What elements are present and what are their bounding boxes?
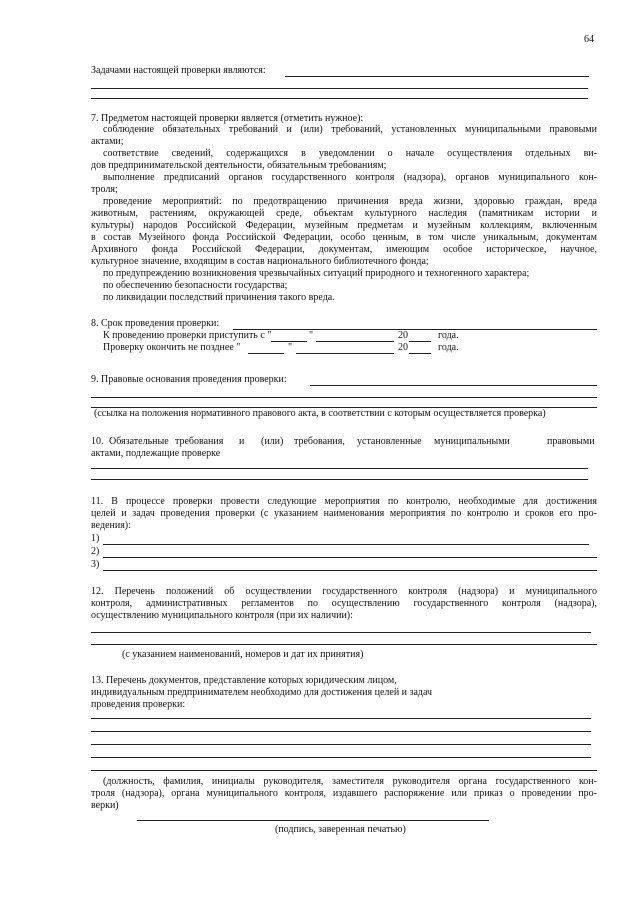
s8-end-day-line[interactable] xyxy=(248,353,284,354)
s8-start-month-line[interactable] xyxy=(316,341,394,342)
s11-item-2-line[interactable] xyxy=(103,557,597,558)
s12-line-3: осуществлению муниципального контроля (при их наличии): xyxy=(91,610,353,621)
s10-line-a[interactable] xyxy=(91,468,588,469)
s8-end-year-line[interactable] xyxy=(409,353,431,354)
s12-line-a[interactable] xyxy=(91,632,591,633)
s11-item-3: 3) xyxy=(91,559,100,570)
s13-line-2: индивидуальным предпринимателем необходимо для достижения целей и задач xyxy=(91,687,433,698)
s8-end-year-prefix: 20 xyxy=(398,342,408,353)
s7-line-15: по ликвидации последствий причинения такого вреда. xyxy=(103,292,335,303)
sign-line-1: (должность, фамилия, инициалы руководителя, заместителя руководителя органа государственного кон- xyxy=(103,776,597,787)
s10-w3: требования xyxy=(175,436,224,447)
s10-w9: правовыми xyxy=(547,436,595,447)
s11-line-3: ведения): xyxy=(91,520,131,531)
s7-line-2: актами; xyxy=(91,136,124,147)
s10-line-b[interactable] xyxy=(91,479,588,480)
s10-w4: и xyxy=(239,436,245,447)
section-9-title: 9. Правовые основания проведения проверки: xyxy=(91,374,287,385)
s7-line-9: культуры) народов Российской Федерации, музейным предметам и музейным коллекциям, включенным xyxy=(91,220,597,231)
tasks-line-2[interactable] xyxy=(91,88,588,89)
s10-w7: установленные xyxy=(357,436,422,447)
s13-line-e[interactable] xyxy=(91,770,597,771)
s9-line-2[interactable] xyxy=(91,397,597,398)
s8-start-label: К проведению проверки приступить с " xyxy=(103,330,272,341)
signature-line[interactable] xyxy=(137,820,489,821)
s12-line-b[interactable] xyxy=(91,644,597,645)
tasks-label: Задачами настоящей проверки являются: xyxy=(91,65,266,76)
sign-line-2: троля (надзора), органа муниципального контроля, издавшего распоряжение или приказ о проведении про- xyxy=(91,788,597,799)
s11-line-2: целей и задач проведения проверки (с указанием наименования мероприятия по контролю и сроков его про- xyxy=(91,508,597,519)
s11-line-1: 11. В процессе проверки провести следующие мероприятия по контролю, необходимые для достижения xyxy=(91,496,597,507)
s13-line-c[interactable] xyxy=(91,744,591,745)
s8-end-month-line[interactable] xyxy=(296,353,394,354)
s7-line-1: соблюдение обязательных требований и (или) требований, установленных муниципальными правовыми xyxy=(103,124,597,135)
s11-item-3-line[interactable] xyxy=(103,570,597,571)
s12-line-1: 12. Перечень положений об осуществлении государственного контроля (надзора) и муниципального xyxy=(91,586,597,597)
s8-end-quote: " xyxy=(288,342,293,353)
s7-line-7: проведение мероприятий: по предотвращению причинения вреда жизни, здоровью граждан, вреда xyxy=(103,196,597,207)
s10-w6: требования, xyxy=(294,436,345,447)
tasks-line-3[interactable] xyxy=(91,98,588,99)
s8-term-line[interactable] xyxy=(233,329,597,330)
s8-start-year-prefix: 20 xyxy=(398,330,408,341)
s10-w1: 10. xyxy=(91,436,104,447)
s8-start-year-suffix: года. xyxy=(438,330,459,341)
signature-caption: (подпись, заверенная печатью) xyxy=(275,824,406,835)
s13-line-1: 13. Перечень документов, представление которых юридическим лицом, xyxy=(91,675,397,686)
tasks-line-1[interactable] xyxy=(285,76,589,77)
s13-line-d[interactable] xyxy=(91,757,591,758)
s11-item-2: 2) xyxy=(91,546,100,557)
page-number: 64 xyxy=(584,34,594,45)
s10-w2: Обязательные xyxy=(109,436,169,447)
section-8-title: 8. Срок проведения проверки: xyxy=(91,318,220,329)
s8-start-quote: " xyxy=(309,330,314,341)
s7-line-11: Архивного фонда Российской Федерации, документам, имеющим особое историческое, научное, xyxy=(91,244,597,255)
s12-line-2: контроля, административных регламентов по осуществлению государственного контроля (надзора), xyxy=(91,598,597,609)
s10-w8: муниципальными xyxy=(434,436,510,447)
sign-line-3: верки) xyxy=(91,800,119,811)
s7-line-8: животным, растениям, окружающей среде, объектам культурного наследия (памятникам истории и xyxy=(91,208,597,219)
s12-note: (с указанием наименований, номеров и дат их принятия) xyxy=(122,649,364,660)
s8-end-year-suffix: года. xyxy=(438,342,459,353)
s7-line-4: дов предпринимательской деятельности, обязательным требованиям; xyxy=(91,160,387,171)
s7-line-12: культурное значение, входящим в состав национального библиотечного фонда; xyxy=(91,256,429,267)
section-7-title: 7. Предметом настоящей проверки является (отметить нужное): xyxy=(91,113,364,124)
s9-line-1[interactable] xyxy=(310,385,597,386)
s11-item-1: 1) xyxy=(91,533,100,544)
s13-line-3: проведения проверки: xyxy=(91,699,186,710)
s8-start-year-line[interactable] xyxy=(409,341,431,342)
s10-line-2: актами, подлежащие проверке xyxy=(91,448,221,459)
s10-w5: (или) xyxy=(261,436,284,447)
s9-note: (ссылка на положения нормативного правового акта, в соответствии с которым осуществляется проверка) xyxy=(94,408,546,419)
s7-line-5: выполнение предписаний органов государственного контроля (надзора), органов муниципального кон- xyxy=(103,172,597,183)
s7-line-6: троля; xyxy=(91,184,118,195)
s7-line-3: соответствие сведений, содержащихся в уведомлении о начале осуществления отдельных ви- xyxy=(103,148,597,159)
s11-item-1-line[interactable] xyxy=(103,544,589,545)
s7-line-14: по обеспечению безопасности государства; xyxy=(103,280,288,291)
s13-line-b[interactable] xyxy=(91,731,591,732)
s7-line-10: в состав Музейного фонда Российской Федерации, особо ценным, в том числе уникальным, документам xyxy=(91,232,597,243)
s7-line-13: по предупреждению возникновения чрезвычайных ситуаций природного и техногенного характера; xyxy=(103,268,530,279)
s8-end-label: Проверку окончить не позднее " xyxy=(103,342,241,353)
s13-line-a[interactable] xyxy=(91,718,591,719)
